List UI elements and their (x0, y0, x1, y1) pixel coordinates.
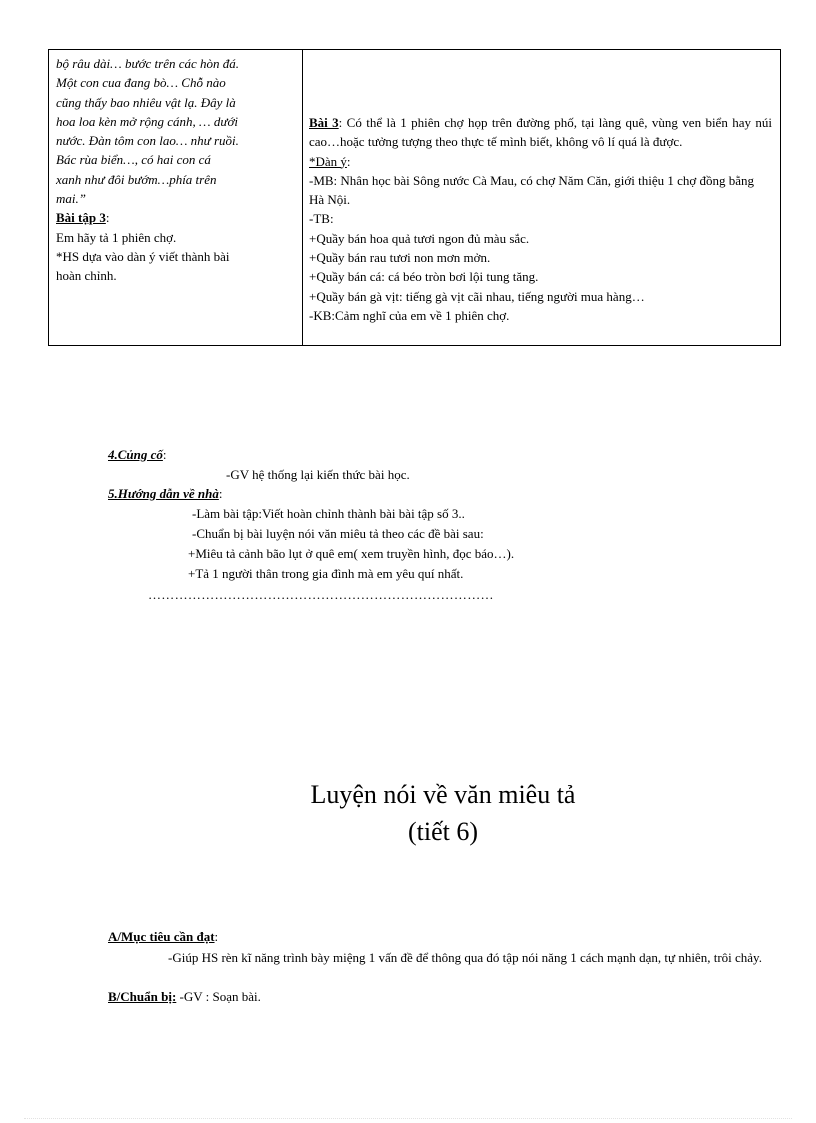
quote-line: xanh như đôi bướm…phía trên (56, 171, 217, 187)
homework-line: +Tả 1 người thân trong gia đình mà em yêu quí nhất. (188, 566, 464, 581)
preparation-heading: B/Chuẩn bị: (108, 989, 177, 1004)
quote-line: bộ râu dài… bước trên các hòn đá. (56, 56, 240, 71)
outline-line: +Quầy bán hoa quả tươi ngon đủ màu sắc. (309, 230, 530, 246)
preparation-line (108, 988, 261, 1006)
right-cell (303, 50, 781, 346)
outline-heading: *Dàn ý: (309, 153, 351, 169)
dotted-separator: …………………………………………………………………… (148, 587, 494, 602)
exercise-line: *HS dựa vào dàn ý viết thành bài (56, 248, 230, 264)
homework-line: -Chuẩn bị bài luyện nói văn miêu tả theo các đề bài sau: (192, 526, 484, 541)
homework-line: +Miêu tả cảnh bão lụt ở quê em( xem truyền hình, đọc báo…). (188, 546, 515, 561)
page-divider (24, 1118, 792, 1119)
lesson-subtitle: (tiết 6) (407, 817, 479, 846)
outline-line: -TB: (309, 211, 334, 227)
outline-line: +Quầy bán gà vịt: tiếng gà vịt cãi nhau, tiếng người mua hàng… (309, 288, 645, 304)
quote-line: Một con cua đang bò… Chỗ nào (56, 75, 226, 91)
quote-line: hoa loa kèn mở rộng cánh, … dưới (56, 113, 239, 129)
bai3-paragraph (309, 113, 772, 152)
homework-heading: 5.Hướng dẫn về nhà: (108, 486, 223, 501)
exercise-line: hoàn chỉnh. (56, 268, 117, 284)
outline-mb: -MB: Nhân học bài Sông nước Cà Mau, có chợ Năm Căn, giới thiệu 1 chợ đồng bằng Hà Nội. (309, 172, 755, 208)
homework-line: -Làm bài tập:Viết hoàn chỉnh thành bài bài tập số 3.. (192, 506, 465, 521)
exercise-heading: Bài tập 3: (56, 210, 110, 226)
lesson-title: Luyện nói về văn miêu tả (310, 780, 576, 809)
bai3-text: : Có thể là 1 phiên chợ họp trên đường phố, tại làng quê, vùng ven biển hay núi cao…hoặc tưởng tượng theo thực tế mình biết, không vô lí quá là được. (309, 115, 772, 150)
quote-line: cũng thấy bao nhiêu vật lạ. Đây là (56, 94, 236, 110)
consolidation-heading: 4.Củng cố: (108, 447, 167, 462)
objectives-text: -Giúp HS rèn kĩ năng trình bày miệng 1 vấn đề để thông qua đó tập nói năng 1 cách mạnh dạn, tự nhiên, trôi chảy. (168, 950, 762, 965)
consolidation-text: -GV hệ thống lại kiến thức bài học. (226, 467, 410, 482)
lesson-table (48, 49, 781, 346)
quote-line: nước. Đàn tôm con lao… như ruồi. (56, 133, 239, 149)
bai3-label: Bài 3 (309, 115, 339, 130)
quote-line: mai.” (56, 191, 86, 207)
quote-line: Bác rùa biển…, có hai con cá (56, 152, 211, 168)
outline-line: +Quầy bán cá: cá béo tròn bơi lội tung tăng. (309, 269, 539, 285)
objectives-heading: A/Mục tiêu cần đạt: (108, 929, 219, 944)
preparation-text: -GV : Soạn bài. (176, 989, 261, 1004)
left-cell (49, 50, 303, 346)
outline-line: +Quầy bán rau tươi non mơn mởn. (309, 250, 491, 266)
exercise-line: Em hãy tả 1 phiên chợ. (56, 229, 177, 245)
outline-line: -KB:Cảm nghĩ của em về 1 phiên chợ. (309, 307, 510, 323)
